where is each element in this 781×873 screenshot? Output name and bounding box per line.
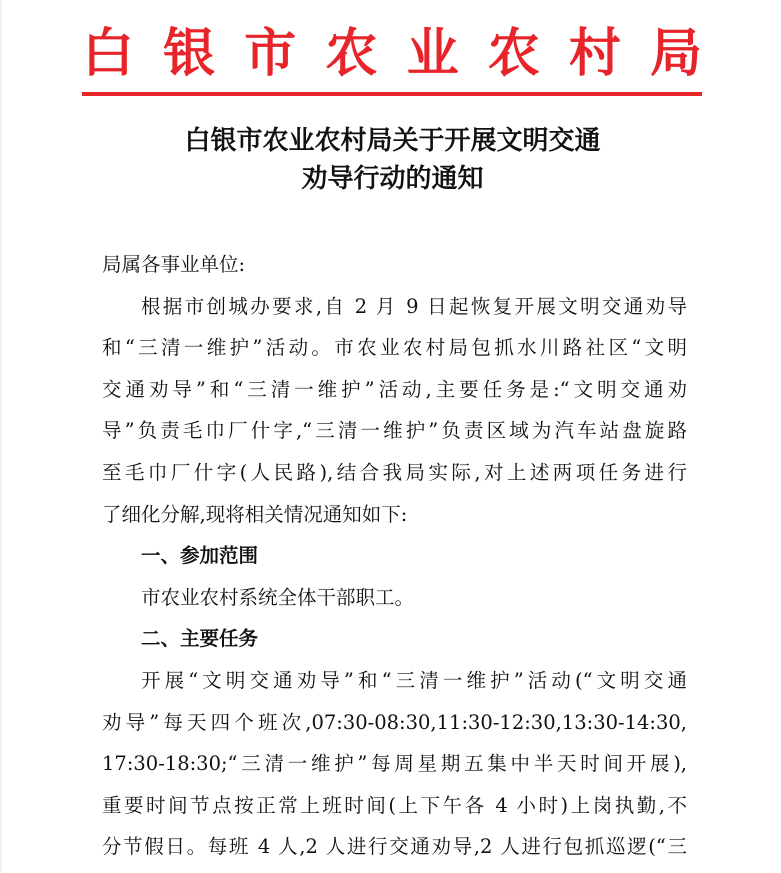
section-heading-text: 二、主要任务 [141, 627, 259, 651]
paragraph-line: 导”负责毛巾厂什字,“三清一维护”负责区域为汽车站盘旋路 [102, 419, 687, 443]
document-title [100, 122, 685, 198]
letterhead-char: 业 [406, 23, 459, 84]
paragraph-line: 根据市创城办要求,自 2 月 9 日起恢复开展文明交通劝导 [141, 294, 687, 318]
paragraph-line: 了细化分解,现将相关情况通知如下: [102, 502, 408, 526]
letterhead-char: 市 [244, 23, 297, 84]
paragraph-line: 交通劝导”和“三清一维护”活动,主要任务是:“文明交通劝 [102, 377, 687, 401]
letterhead-char: 白 [82, 23, 135, 84]
section-heading [102, 618, 687, 660]
paragraph-line: 和“三清一维护”活动。市农业农村局包抓水川路社区“文明 [102, 336, 687, 360]
paragraph-line: 开展“文明交通劝导”和“三清一维护”活动(“文明交通 [141, 668, 687, 692]
paragraph-line: 重要时间节点按正常上班时间(上下午各 4 小时)上岗执勤,不 [102, 793, 687, 817]
paragraph-line: 至毛巾厂什字(人民路),结合我局实际,对上述两项任务进行 [102, 460, 687, 484]
salutation-text: 局属各事业单位: [102, 253, 246, 276]
section-heading [102, 535, 687, 577]
letterhead-char: 村 [568, 23, 621, 84]
letterhead-char: 银 [163, 23, 216, 84]
title-line: 白银市农业农村局关于开展文明交通 [184, 126, 601, 156]
letterhead [82, 24, 702, 84]
document-body [102, 244, 687, 868]
salutation [102, 244, 687, 286]
title-line: 劝导行动的通知 [301, 164, 484, 194]
letterhead-char: 农 [325, 23, 378, 84]
scan-edge [0, 0, 2, 873]
paragraph-line: 17:30-18:30;“三清一维护”每周星期五集中半天时间开展), [102, 752, 687, 776]
section-heading-text: 一、参加范围 [141, 544, 259, 568]
letterhead-char: 局 [649, 23, 702, 84]
paragraph-line: 分节假日。每班 4 人,2 人进行交通劝导,2 人进行包抓巡逻(“三 [102, 835, 687, 859]
section-paragraph [102, 660, 687, 868]
letterhead-char: 农 [487, 23, 540, 84]
paragraph-line: 市农业农村系统全体干部职工。 [141, 585, 415, 609]
intro-paragraph [102, 286, 687, 536]
section-paragraph [102, 577, 687, 619]
paragraph-line: 劝导”每天四个班次,07:30-08:30,11:30-12:30,13:30-14:30, [102, 710, 687, 734]
letterhead-rule [82, 92, 702, 96]
